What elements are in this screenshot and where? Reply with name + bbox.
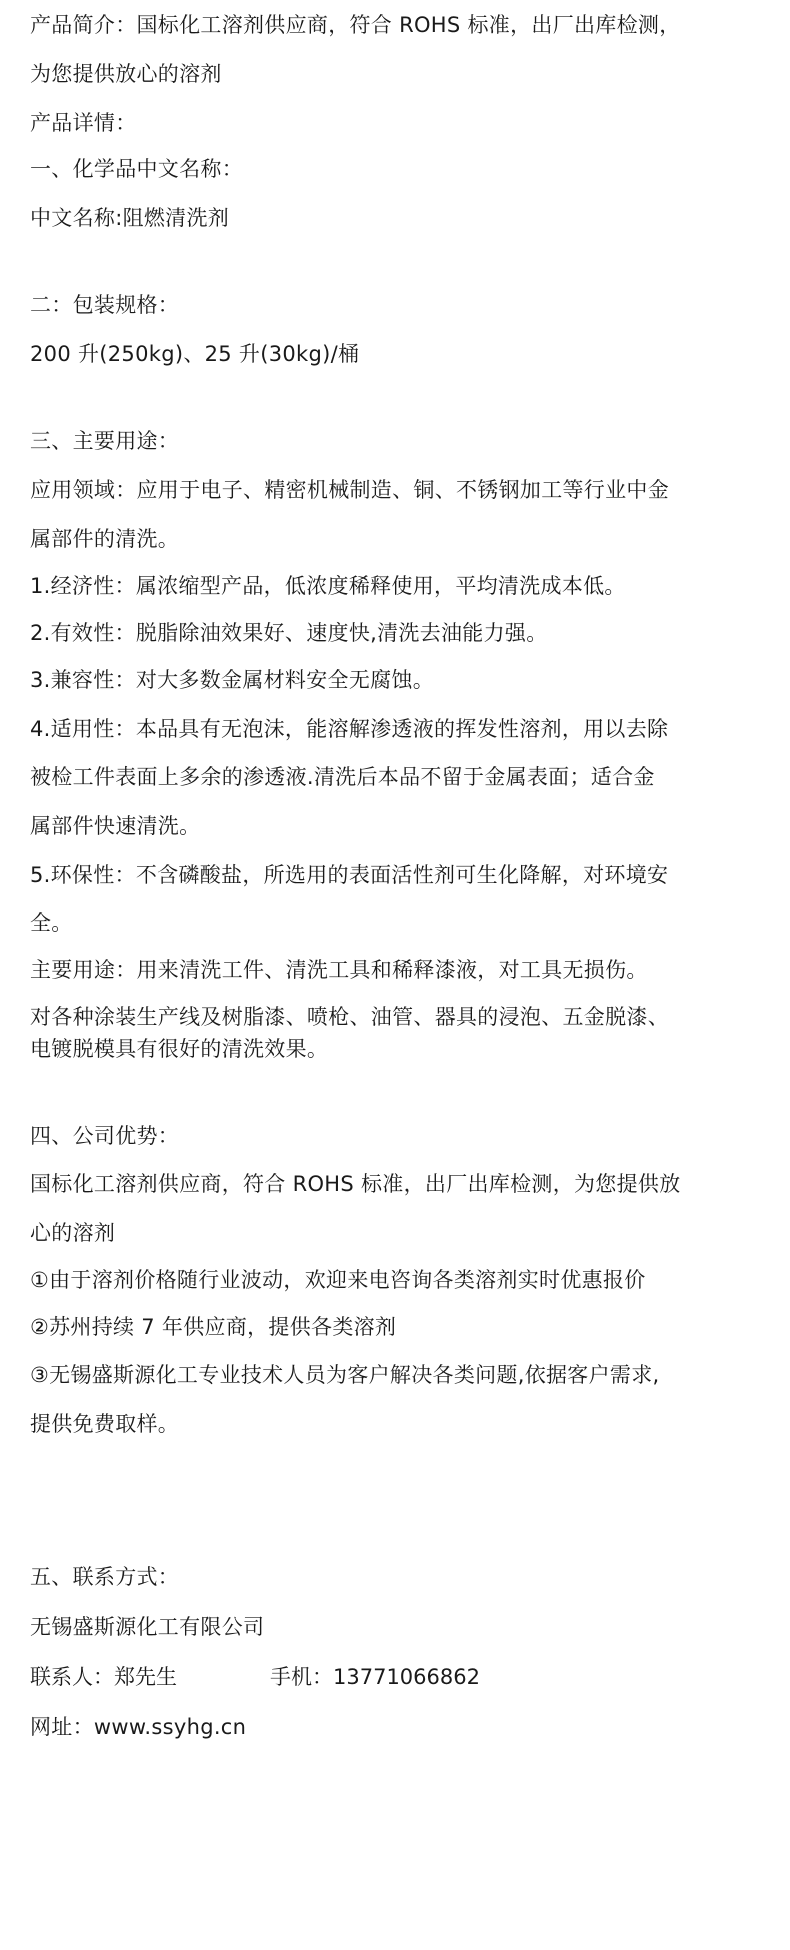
cleaning-effect-line-2: 电镀脱模具有很好的清洗效果。 xyxy=(30,1037,329,1061)
mobile-number: 手机：13771066862 xyxy=(270,1665,480,1689)
advantage-point-3-line-1: ③无锡盛斯源化工专业技术人员为客户解决各类问题,依据客户需求, xyxy=(30,1363,660,1387)
feature-applicability-line-3: 属部件快速清洗。 xyxy=(30,814,201,838)
intro-line-1: 产品简介：国标化工溶剂供应商，符合 ROHS 标准，出厂出库检测， xyxy=(30,13,681,37)
advantage-point-1: ①由于溶剂价格随行业波动，欢迎来电咨询各类溶剂实时优惠报价 xyxy=(30,1268,646,1292)
main-use: 主要用途：用来清洗工件、清洗工具和稀释漆液，对工具无损伤。 xyxy=(30,958,648,982)
feature-environment-line-1: 5.环保性：不含磷酸盐，所选用的表面活性剂可生化降解，对环境安 xyxy=(30,863,669,887)
company-desc-line-1: 国标化工溶剂供应商，符合 ROHS 标准，出厂出库检测，为您提供放 xyxy=(30,1172,681,1196)
section5-heading: 五、联系方式： xyxy=(30,1565,180,1589)
contact-row xyxy=(30,1662,480,1692)
feature-effectiveness: 2.有效性：脱脂除油效果好、速度快,清洗去油能力强。 xyxy=(30,621,548,645)
advantage-point-2: ②苏州持续 7 年供应商，提供各类溶剂 xyxy=(30,1315,397,1339)
feature-environment-line-2: 全。 xyxy=(30,911,73,935)
chinese-name: 中文名称:阻燃清洗剂 xyxy=(30,206,230,230)
website: 网址：www.ssyhg.cn xyxy=(30,1715,247,1739)
intro-line-2: 为您提供放心的溶剂 xyxy=(30,62,222,86)
cleaning-effect-line-1: 对各种涂装生产线及树脂漆、喷枪、油管、器具的浸泡、五金脱漆、 xyxy=(30,1005,669,1029)
details-heading: 产品详情： xyxy=(30,111,137,135)
section4-heading: 四、公司优势： xyxy=(30,1124,180,1148)
feature-compatibility: 3.兼容性：对大多数金属材料安全无腐蚀。 xyxy=(30,668,435,692)
section2-heading: 二：包装规格： xyxy=(30,293,180,317)
company-desc-line-2: 心的溶剂 xyxy=(30,1221,116,1245)
feature-applicability-line-1: 4.适用性：本品具有无泡沫，能溶解渗透液的挥发性溶剂，用以去除 xyxy=(30,717,669,741)
application-field-line-2: 属部件的清洗。 xyxy=(30,527,180,551)
section1-heading: 一、化学品中文名称： xyxy=(30,157,243,181)
feature-applicability-line-2: 被检工件表面上多余的渗透液.清洗后本品不留于金属表面；适合金 xyxy=(30,765,655,789)
feature-economy: 1.经济性：属浓缩型产品，低浓度稀释使用，平均清洗成本低。 xyxy=(30,574,626,598)
section3-heading: 三、主要用途： xyxy=(30,429,180,453)
advantage-point-3-line-2: 提供免费取样。 xyxy=(30,1412,180,1436)
company-name: 无锡盛斯源化工有限公司 xyxy=(30,1615,265,1639)
application-field-line-1: 应用领域：应用于电子、精密机械制造、铜、不锈钢加工等行业中金 xyxy=(30,478,669,502)
contact-person: 联系人：郑先生 xyxy=(30,1665,177,1689)
packaging-spec: 200 升(250kg)、25 升(30kg)/桶 xyxy=(30,342,360,366)
